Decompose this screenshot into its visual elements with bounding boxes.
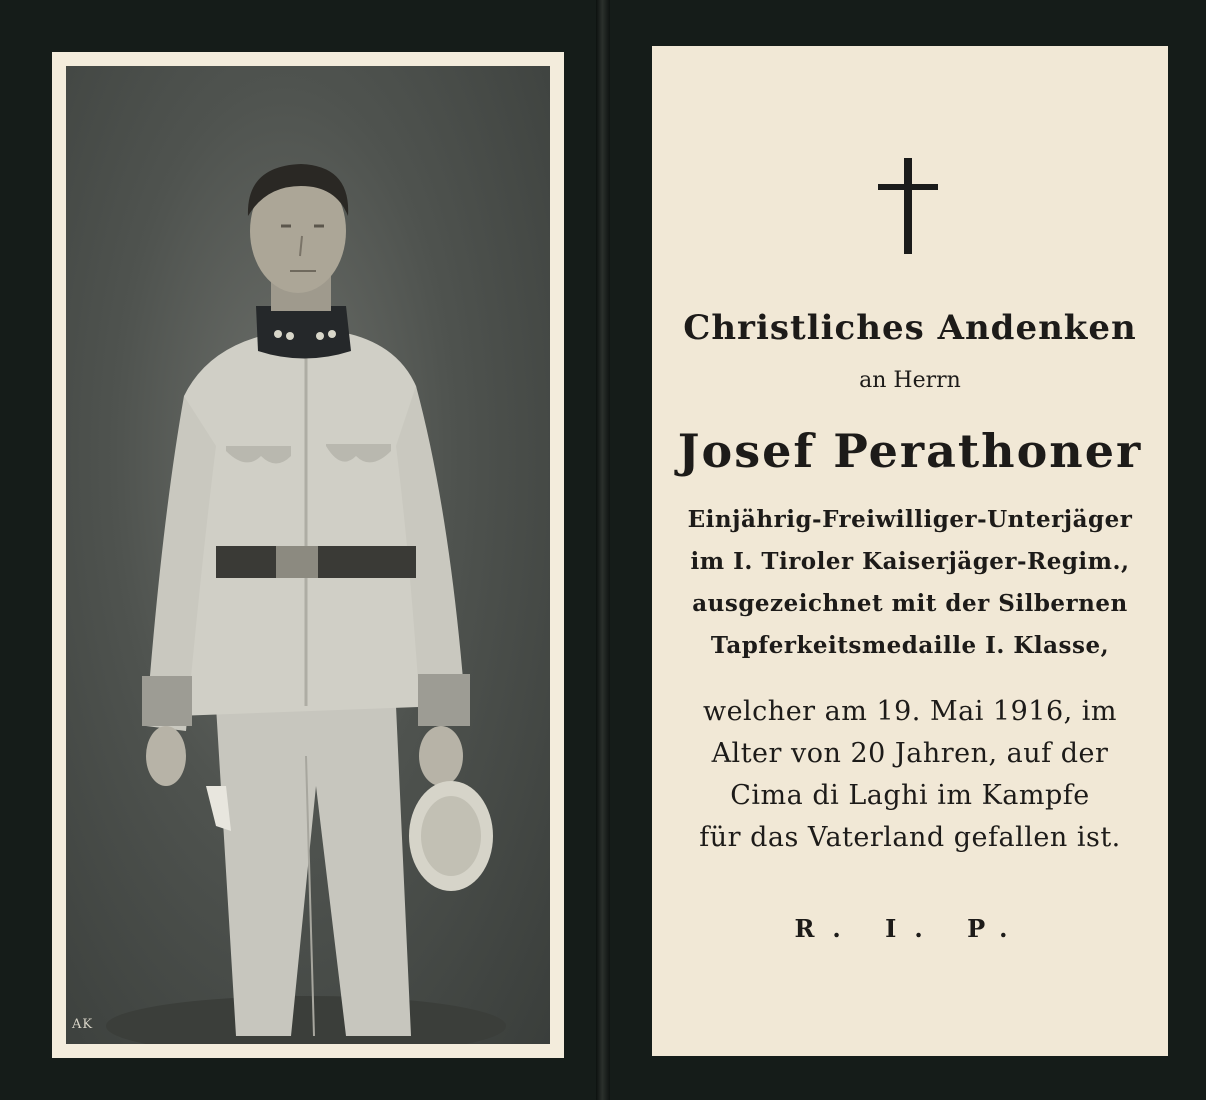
card-fold <box>596 0 610 1100</box>
dedication-line: an Herrn <box>859 368 961 393</box>
death-line: für das Vaterland gefallen ist. <box>699 822 1121 853</box>
photographer-initials: AK <box>72 1017 94 1032</box>
death-line: Cima di Laghi im Kampfe <box>730 780 1090 811</box>
soldier-portrait-photo <box>66 66 550 1044</box>
rank-line: Tapferkeitsmedaille I. Klasse, <box>710 632 1110 659</box>
memorial-heading: Christliches Andenken <box>683 308 1137 348</box>
soldier-figure <box>66 66 550 1044</box>
rank-line: im I. Tiroler Kaiserjäger-Regim., <box>690 548 1130 575</box>
rank-line: Einjährig-Freiwilliger-Unterjäger <box>687 506 1133 533</box>
death-line: welcher am 19. Mai 1916, im <box>702 696 1118 727</box>
death-line: Alter von 20 Jahren, auf der <box>711 738 1109 769</box>
rip-closing: R. I. P. <box>794 914 1026 943</box>
deceased-name: Josef Perathoner <box>677 424 1143 478</box>
rank-line: ausgezeichnet mit der Silbernen <box>692 590 1128 617</box>
memorial-text-panel <box>652 46 1168 1056</box>
latin-cross-icon <box>878 158 938 254</box>
